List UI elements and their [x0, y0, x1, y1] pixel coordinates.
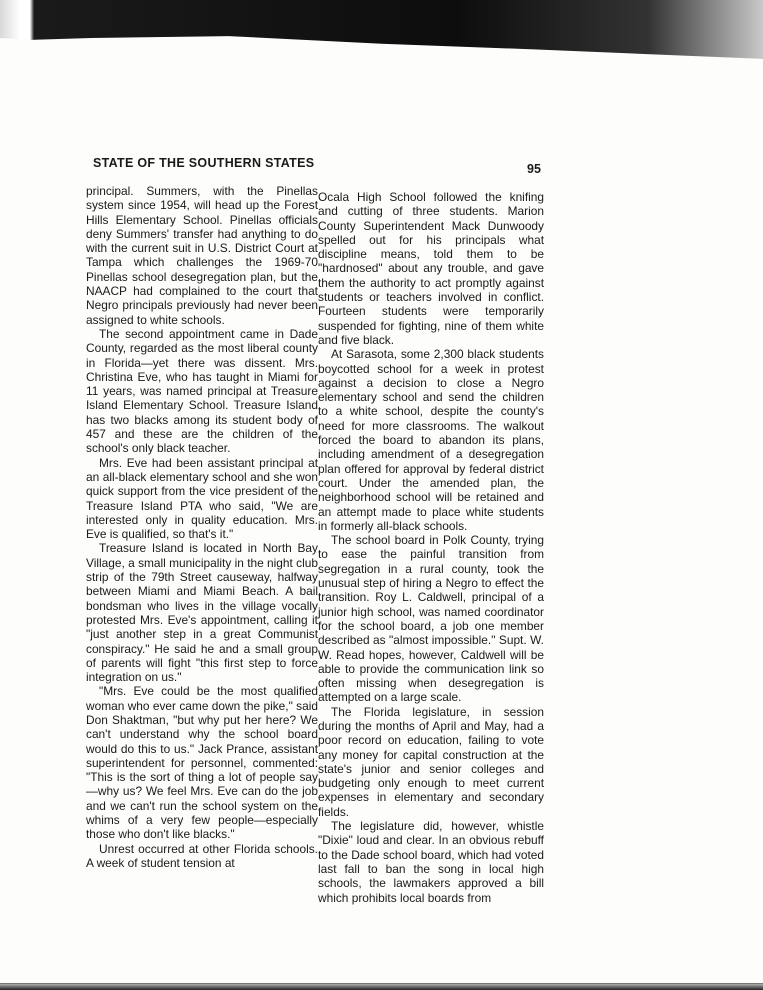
paragraph: principal. Summers, with the Pinellas system since 1954, will head up the Forest Hills Elementary School. Pinellas officials deny Summers' transfer had anything to do with the current suit in U.S. District Court at Tampa which challenges the 1969-70 Pinellas school desegregation plan, but the NAACP had complained to the court that Negro principals previously had never been assigned to white schools. [86, 184, 318, 327]
paragraph: The legislature did, however, whistle "Dixie" loud and clear. In an obvious rebuff to the Dade school board, which had voted last fall to ban the song in local high schools, the lawmakers approved a bill which prohibits local boards from [318, 819, 544, 905]
paragraph: The school board in Polk County, trying to ease the painful transition from segregation in a rural county, took the unusual step of hiring a Negro to effect the transition. Roy L. Caldwell, principal of a junior high school, was named coordinator for the school board, a job one member described as "almost impossible." Supt. W. W. Read hopes, however, Caldwell will be able to provide the communication link so often missing when desegregation is attempted on a large scale. [318, 533, 544, 705]
paragraph: Mrs. Eve had been assistant principal at an all-black elementary school and she won quick support from the vice president of the Treasure Island PTA who said, "We are interested only in quality education. Mrs. Eve is qualified, so that's it." [86, 455, 318, 542]
paragraph: The Florida legislature, in session during the months of April and May, had a poor record on education, failing to vote any money for capital construction at the state's junior and senior colleges and budgeting only enough to meet current expenses in elementary and secondary fields. [318, 704, 544, 819]
scan-binding-shadow [0, 0, 763, 95]
paragraph: At Sarasota, some 2,300 black students boycotted school for a week in protest against a decision to close a Negro elementary school and send the children to a white school, despite the county's need for more classrooms. The walkout forced the board to abandon its plans, including amendment of a desegregation plan offered for approval by federal district court. Under the amended plan, the neighborhood school will be retained and an attempt made to place white students in formerly all-black schools. [318, 347, 544, 533]
page-number: 95 [527, 162, 541, 176]
paragraph: Treasure Island is located in North Bay Village, a small municipality in the night club strip of the 79th Street causeway, halfway between Miami and Miami Beach. A bail bondsman who lives in the village vocally protested Mrs. Eve's appointment, calling it "just another step in a great Communist conspiracy." He said he and a small group of parents will fight "this first step to force integration on us." [86, 541, 318, 685]
paragraph: The second appointment came in Dade County, regarded as the most liberal county in Florida—yet there was dissent. Mrs. Christina Eve, who has taught in Miami for 11 years, was named principal at Treasure Island Elementary School. Treasure Island has two blacks among its student body of 457 and these are the children of the school's only black teacher. [86, 326, 318, 456]
paragraph: "Mrs. Eve could be the most qualified woman who ever came down the pike," said Don Shaktman, "but why put her here? We can't understand why the school board would do this to us." Jack Prance, assistant superintendent for personnel, commented: "This is the sort of thing a lot of people say—why us? We feel Mrs. Eve can do the job and we can't run the school system on the whims of a very few people—especially those who don't like blacks." [86, 684, 318, 842]
text-column-left [86, 184, 318, 870]
scan-bottom-shadow [0, 984, 763, 990]
paragraph: Ocala High School followed the knifing and cutting of three students. Marion County Superintendent Mack Dunwoody spelled out for his principals what discipline means, told them to be "hardnosed" about any trouble, and gave them the authority to act promptly against students or teachers involved in conflict. Fourteen students were temporarily suspended for fighting, nine of them white and five black. [318, 190, 544, 347]
running-head: STATE OF THE SOUTHERN STATES [93, 156, 315, 170]
paragraph: Unrest occurred at other Florida schools. A week of student tension at [86, 841, 318, 870]
text-column-right [318, 190, 544, 905]
